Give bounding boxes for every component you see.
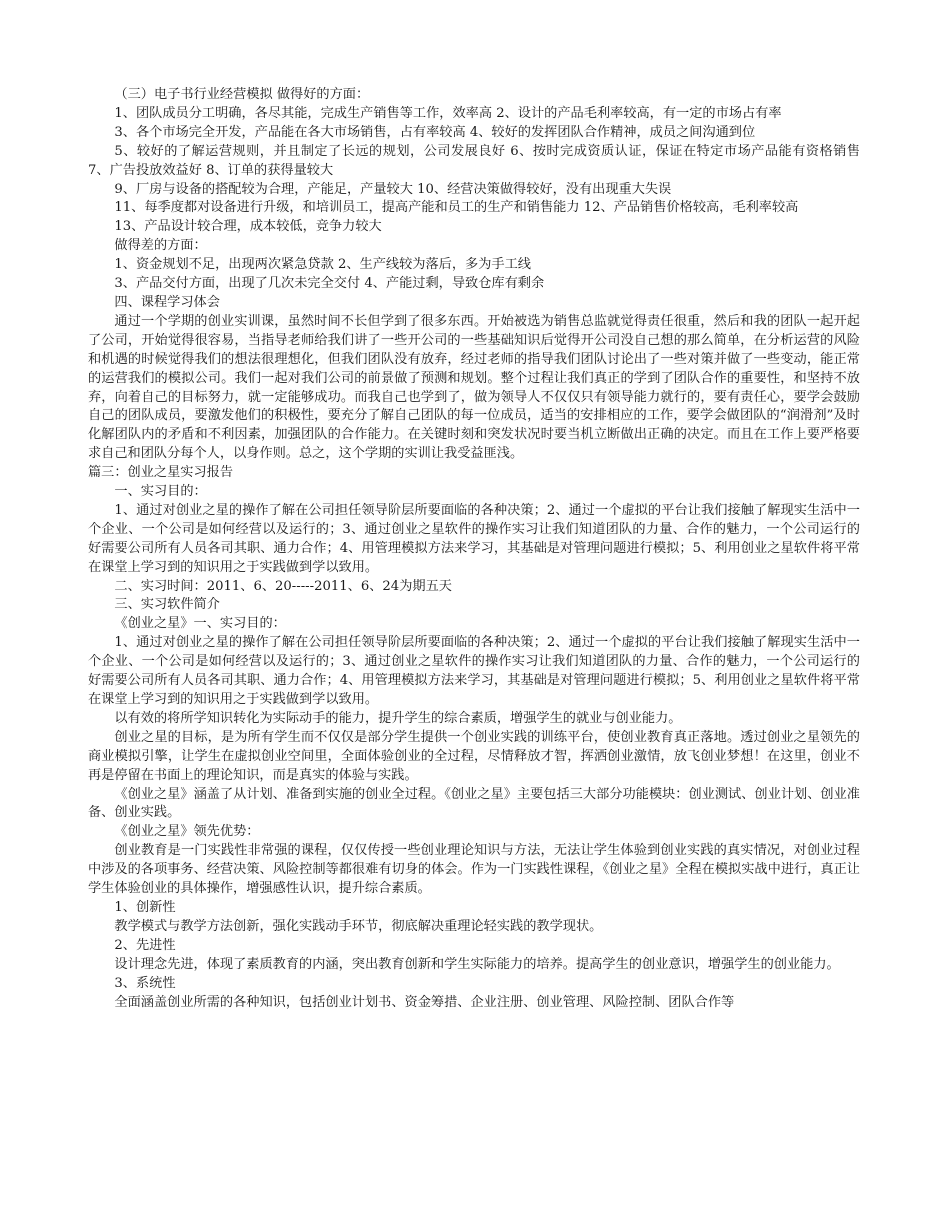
paragraph-heading-advanced: 2、先进性 [114, 937, 176, 953]
paragraph-goal: 创业之星的目标，是为所有学生而不仅仅是部分学生提供一个创业实践的训练平台，使创业教育真正落地。透过创业之星领先的商业模拟引擎，让学生在虚拟创业空间里，全面体验创业的全过程，尽情释放才智，挥洒创业激情，放飞创业梦想！在这里，创业不再是停留在书面上的理论知识，而是真实的体验与实践。 [88, 729, 860, 783]
paragraph-heading-internship-purpose: 一、实习目的： [114, 484, 207, 500]
paragraph-bad-points-1-2: 1、资金规划不足，出现两次紧急贷款 2、生产线较为落后，多为手工线 [114, 257, 531, 273]
paragraph-good-points-13: 13、产品设计较合理，成本较低，竞争力较大 [114, 219, 382, 235]
paragraph-good-points-3-4: 3、各个市场完全开发，产品能在各大市场销售，占有率较高 4、较好的发挥团队合作精神，成员之间沟通到位 [114, 124, 756, 140]
paragraph-heading-operation-sim: （三）电子书行业经营模拟 做得好的方面： [114, 87, 370, 102]
paragraph-good-points-11-12: 11、每季度都对设备进行升级，和培训员工，提高产能和员工的生产和销售能力 12、产品销售价格较高，毛利率较高 [114, 200, 799, 216]
paragraph-heading-bad-points: 做得差的方面： [114, 238, 207, 254]
paragraph-heading-innovation: 1、创新性 [114, 899, 176, 915]
paragraph-good-points-9-10: 9、厂房与设备的搭配较为合理，产能足，产量较大 10、经营决策做得较好，没有出现重大失误 [114, 181, 672, 197]
paragraph-heading-advantages: 《创业之星》领先优势： [114, 824, 260, 840]
paragraph-heading-software-intro: 三、实习软件简介 [114, 597, 220, 613]
paragraph-heading-systematic: 3、系统性 [114, 975, 176, 991]
paragraph-heading-software-purpose: 《创业之星》一、实习目的： [114, 616, 286, 632]
paragraph-advantages-body: 创业教育是一门实践性非常强的课程，仅仅传授一些创业理论知识与方法，无法让学生体验到创业实践的真实情况，对创业过程中涉及的各项事务、经营决策、风险控制等都很难有切身的体会。作为一门实践性课程，《创业之星》全程在模拟实战中进行，真正让学生体验创业的具体操作，增强感性认识，提升综合素质。 [88, 843, 860, 897]
paragraph-innovation-body: 教学模式与教学方法创新，强化实践动手环节，彻底解决重理论轻实践的教学现状。 [114, 918, 603, 934]
document-body [88, 86, 860, 1012]
paragraph-good-points-1-2: 1、团队成员分工明确，各尽其能，完成生产销售等工作，效率高 2、设计的产品毛利率较高，有一定的市场占有率 [114, 105, 782, 121]
paragraph-internship-purpose-body: 1、通过对创业之星的操作了解在公司担任领导阶层所要面临的各种决策；2、通过一个虚拟的平台让我们接触了解现实生活中一个企业、一个公司是如何经营以及运行的；3、通过创业之星软件的操作实习让我们知道团队的力量、合作的魅力，一个公司运行的好需要公司所有人员各司其职、通力合作；4、用管理模拟方法来学习，其基础是对管理问题进行模拟；5、利用创业之星软件将平常在课堂上学习到的知识用之于实践做到学以致用。 [88, 502, 860, 575]
paragraph-internship-time: 二、实习时间：2011、6、20-----2011、6、24为期五天 [114, 578, 452, 594]
paragraph-bad-points-3-4: 3、产品交付方面，出现了几次未完全交付 4、产能过剩，导致仓库有剩余 [114, 276, 545, 292]
paragraph-course-reflection-body: 通过一个学期的创业实训课，虽然时间不长但学到了很多东西。开始被选为销售总监就觉得责任很重，然后和我的团队一起开起了公司，开始觉得很容易，当指导老师给我们讲了一些开公司的一些基础知识后觉得开公司没自己想的那么简单，在分析运营的风险和机遇的时候觉得我们的想法很理想化，但我们团队没有放弃，经过老师的指导我们团队讨论出了一些对策并做了一些变动，能正常的运营我们的模拟公司。我们一起对我们公司的前景做了预测和规划。整个过程让我们真正的学到了团队合作的重要性，和坚持不放弃，向着自己的目标努力，就一定能够成功。而我自己也学到了，做为领导人不仅仅只有领导能力就行的，要有责任心，要学会鼓励自己的团队成员，要激发他们的积极性，要充分了解自己团队的每一位成员，适当的安排相应的工作，要学会做团队的“润滑剂”及时化解团队内的矛盾和不利因素，加强团队的合作能力。在关键时刻和突发状况时要当机立断做出正确的决定。而且在工作上要严格要求自己和团队分每个人，以身作则。总之，这个学期的实训让我受益匪浅。 [88, 313, 860, 462]
paragraph-practical-ability: 以有效的将所学知识转化为实际动手的能力，提升学生的综合素质，增强学生的就业与创业能力。 [114, 710, 682, 726]
paragraph-software-purpose-body: 1、通过对创业之星的操作了解在公司担任领导阶层所要面临的各种决策；2、通过一个虚拟的平台让我们接触了解现实生活中一个企业、一个公司是如何经营以及运行的；3、通过创业之星软件的操作实习让我们知道团队的力量、合作的魅力，一个公司运行的好需要公司所有人员各司其职、通力合作；4、用管理模拟方法来学习，其基础是对管理问题进行模拟；5、利用创业之星软件将平常在课堂上学习到的知识用之于实践做到学以致用。 [88, 635, 860, 707]
paragraph-systematic-body: 全面涵盖创业所需的各种知识，包括创业计划书、资金筹措、企业注册、创业管理、风险控制、团队合作等 [114, 994, 735, 1010]
paragraph-good-points-5-8: 5、较好的了解运营规则，并且制定了长远的规划，公司发展良好 6、按时完成资质认证，保证在特定市场产品能有资格销售 7、广告投放效益好 8、订单的获得量较大 [88, 143, 860, 178]
paragraph-heading-part-three: 篇三：创业之星实习报告 [88, 465, 234, 481]
paragraph-heading-course-reflection: 四、课程学习体会 [114, 294, 220, 310]
paragraph-advanced-body: 设计理念先进，体现了素质教育的内涵，突出教育创新和学生实际能力的培养。提高学生的创业意识，增强学生的创业能力。 [114, 956, 840, 972]
paragraph-coverage: 《创业之星》涵盖了从计划、准备到实施的创业全过程。《创业之星》主要包括三大部分功能模块：创业测试、创业计划、创业准备、创业实践。 [88, 786, 860, 821]
